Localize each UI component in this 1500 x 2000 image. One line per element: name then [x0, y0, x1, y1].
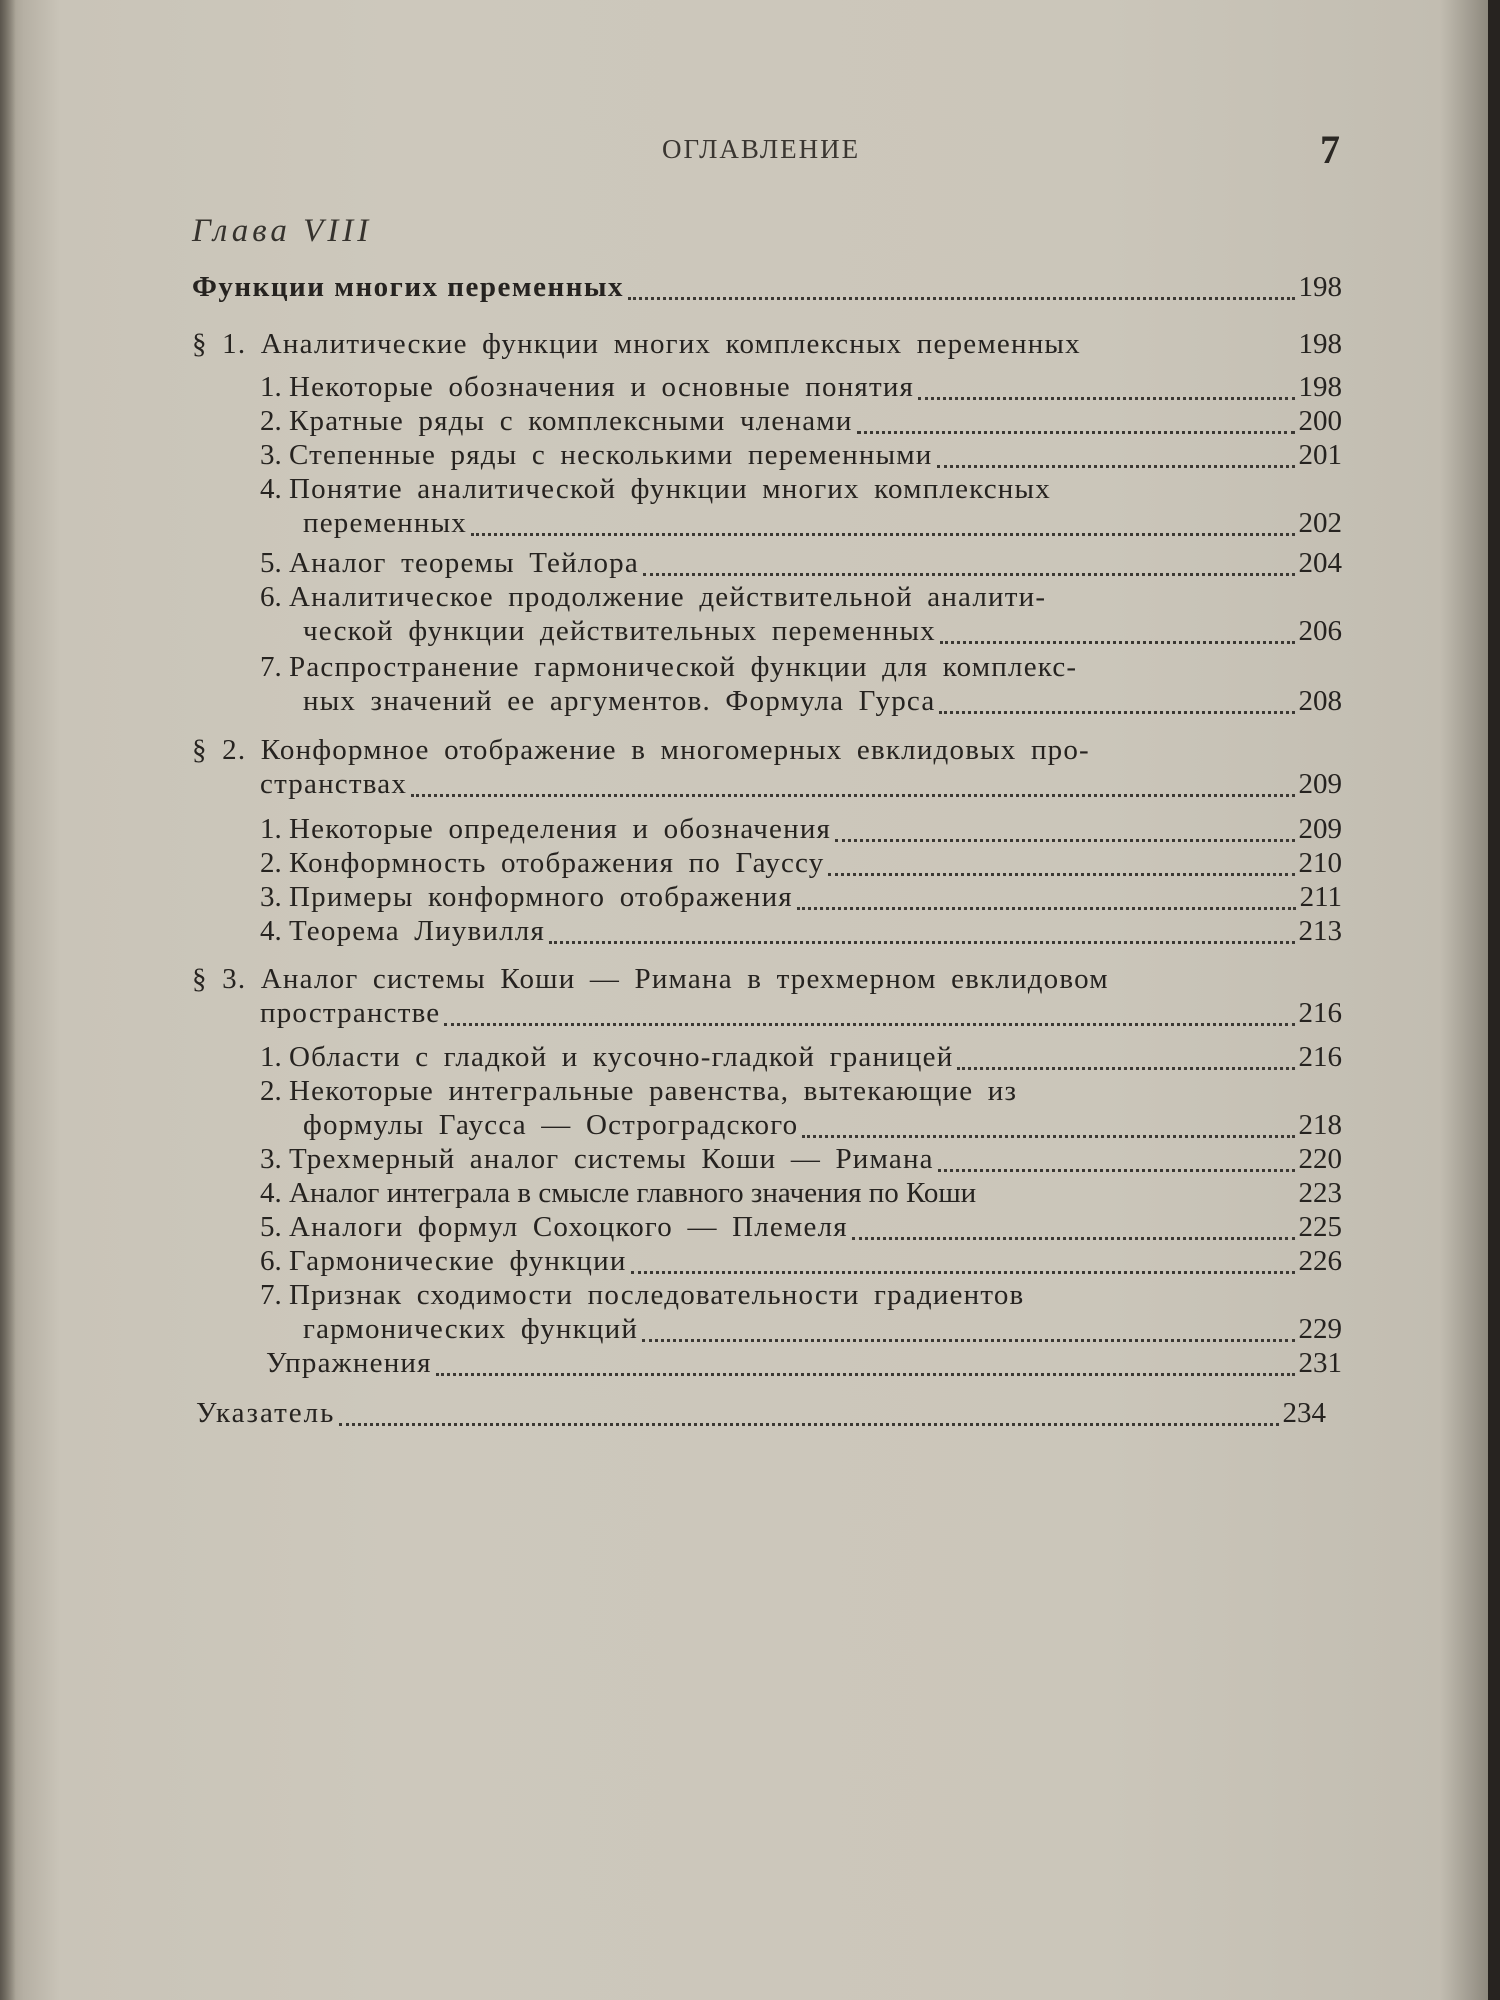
leader-dots	[852, 1227, 1295, 1240]
leader-dots	[642, 1329, 1294, 1342]
item-number: 1.	[260, 1041, 282, 1073]
toc-section-2-cont	[260, 767, 1342, 801]
toc-item	[260, 650, 1270, 684]
leader-dots	[939, 701, 1294, 714]
page-ref: 229	[1298, 1313, 1342, 1345]
leader-dots	[643, 563, 1295, 576]
item-title-line1: Аналитическое продолжение действительной аналити-	[289, 581, 1047, 613]
page-ref: 201	[1298, 439, 1342, 471]
page-ref: 204	[1298, 547, 1342, 579]
item-number: 7.	[260, 1279, 282, 1311]
item-title-line2: ческой функции действительных переменных	[303, 615, 936, 647]
page-ref: 218	[1298, 1109, 1342, 1141]
item-title-line1: Признак сходимости последовательности градиентов	[289, 1279, 1025, 1311]
page-ref: 226	[1298, 1245, 1342, 1277]
leader-dots	[628, 287, 1294, 300]
section-number: § 2.	[192, 734, 247, 766]
section-title: Аналитические функции многих комплексных переменных	[260, 328, 1081, 360]
toc-item	[260, 580, 1270, 614]
item-title: Примеры конформного отображения	[289, 881, 793, 913]
page-ref: 216	[1298, 997, 1342, 1029]
toc-section-1	[192, 327, 1342, 361]
item-title: Степенные ряды с несколькими переменными	[289, 439, 933, 471]
toc-chapter-title	[192, 270, 1342, 304]
item-title: Аналог теоремы Тейлора	[289, 547, 639, 579]
item-number: 1.	[260, 371, 282, 403]
item-title: Аналог интеграла в смысле главного значения по Коши	[289, 1177, 977, 1209]
toc-item	[260, 438, 1342, 472]
toc-item	[260, 812, 1342, 846]
item-number: 3.	[260, 439, 282, 471]
toc-item-cont	[303, 1312, 1342, 1346]
toc-item	[260, 846, 1342, 880]
toc-item-cont	[303, 684, 1342, 718]
item-number: 3.	[260, 1143, 282, 1175]
page-ref: 225	[1298, 1211, 1342, 1243]
toc-item	[260, 1142, 1342, 1176]
item-title: Конформность отображения по Гауссу	[289, 847, 825, 879]
running-head-title: ОГЛАВЛЕНИЕ	[662, 134, 861, 164]
toc-item	[260, 1074, 1260, 1108]
toc-exercises	[266, 1346, 1342, 1380]
item-number: 5.	[260, 547, 282, 579]
chapter-title: Функции многих переменных	[192, 271, 625, 303]
item-title-line1: Понятие аналитической функции многих комплексных	[289, 473, 1051, 505]
item-title: Аналоги формул Сохоцкого — Племеля	[289, 1211, 848, 1243]
toc-section-3	[192, 962, 1272, 996]
item-title-line1: Некоторые интегральные равенства, вытекающие из	[289, 1075, 1018, 1107]
item-title: Гармонические функции	[289, 1245, 627, 1277]
item-number: 5.	[260, 1211, 282, 1243]
section-number: § 3.	[192, 963, 247, 995]
section-title-line2: пространстве	[260, 997, 441, 1029]
item-title-line2: гармонических функций	[303, 1313, 639, 1345]
section-title-line2: странствах	[260, 768, 408, 800]
page-ref: 209	[1298, 768, 1342, 800]
toc-index	[196, 1396, 1326, 1430]
exercises-title: Упражнения	[266, 1347, 432, 1379]
item-title-line2: формулы Гаусса — Остроградского	[303, 1109, 799, 1141]
page-ref: 202	[1298, 507, 1342, 539]
page-ref: 208	[1298, 685, 1342, 717]
leader-dots	[444, 1013, 1294, 1026]
toc-item	[260, 1040, 1342, 1074]
page-ref: 198	[1298, 371, 1342, 403]
item-number: 4.	[260, 473, 282, 505]
leader-dots	[828, 863, 1294, 876]
leader-dots	[918, 387, 1294, 400]
item-title: Некоторые определения и обозначения	[289, 813, 832, 845]
item-title: Кратные ряды с комплексными членами	[289, 405, 853, 437]
toc-item-cont	[303, 506, 1342, 540]
toc-item	[260, 546, 1342, 580]
toc-item	[260, 1210, 1342, 1244]
item-title-line2: переменных	[303, 507, 468, 539]
item-number: 4.	[260, 915, 282, 947]
page-ref: 223	[1298, 1177, 1342, 1209]
page-ref: 200	[1298, 405, 1342, 437]
item-title: Теорема Лиувилля	[289, 915, 546, 947]
item-number: 2.	[260, 1075, 282, 1107]
toc-item	[260, 1244, 1342, 1278]
toc-section-3-cont	[260, 996, 1342, 1030]
item-title: Области с гладкой и кусочно-гладкой границей	[289, 1041, 954, 1073]
toc-item	[260, 404, 1342, 438]
page-ref: 231	[1298, 1347, 1342, 1379]
item-number: 3.	[260, 881, 282, 913]
page-ref: 206	[1298, 615, 1342, 647]
toc-item	[260, 1176, 1342, 1210]
leader-dots	[631, 1261, 1295, 1274]
item-number: 2.	[260, 405, 282, 437]
toc-item	[260, 914, 1342, 948]
leader-dots	[549, 931, 1294, 944]
page-ref: 209	[1298, 813, 1342, 845]
page-ref: 234	[1282, 1397, 1326, 1429]
leader-dots	[937, 455, 1295, 468]
item-number: 2.	[260, 847, 282, 879]
leader-dots	[940, 631, 1295, 644]
toc-item	[260, 1278, 1260, 1312]
page-ref: 213	[1298, 915, 1342, 947]
leader-dots	[339, 1413, 1278, 1426]
chapter-label: Глава VIII	[192, 213, 373, 249]
section-number: § 1.	[192, 328, 247, 360]
page-ref: 198	[1298, 328, 1342, 360]
toc-item	[260, 370, 1342, 404]
page-ref: 198	[1298, 271, 1342, 303]
leader-dots	[938, 1159, 1295, 1172]
page-ref: 216	[1298, 1041, 1342, 1073]
leader-dots	[835, 829, 1294, 842]
item-title-line2: ных значений ее аргументов. Формула Гурса	[303, 685, 936, 717]
leader-dots	[857, 421, 1295, 434]
item-number: 4.	[260, 1177, 282, 1209]
page-ref: 210	[1298, 847, 1342, 879]
leader-dots	[957, 1057, 1294, 1070]
toc-section-2	[192, 733, 1272, 767]
section-title-line1: Аналог системы Коши — Римана в трехмерном евклидовом	[260, 963, 1109, 995]
item-title-line1: Распространение гармонической функции для комплекс-	[289, 651, 1078, 683]
page-ref: 211	[1299, 881, 1342, 913]
toc-item	[260, 880, 1342, 914]
item-number: 6.	[260, 581, 282, 613]
item-title: Трехмерный аналог системы Коши — Римана	[289, 1143, 934, 1175]
section-title-line1: Конформное отображение в многомерных евклидовых про-	[260, 734, 1090, 766]
page-number: 7	[1320, 127, 1340, 172]
page-ref: 220	[1298, 1143, 1342, 1175]
leader-dots	[436, 1363, 1295, 1376]
leader-dots	[411, 784, 1294, 797]
leader-dots	[797, 897, 1296, 910]
item-title: Некоторые обозначения и основные понятия	[289, 371, 915, 403]
item-number: 6.	[260, 1245, 282, 1277]
toc-item-cont	[303, 1108, 1342, 1142]
toc-item	[260, 472, 1270, 506]
index-title: Указатель	[196, 1397, 336, 1429]
leader-dots	[471, 523, 1294, 536]
toc-item-cont	[303, 614, 1342, 648]
item-number: 7.	[260, 651, 282, 683]
item-number: 1.	[260, 813, 282, 845]
leader-dots	[802, 1125, 1294, 1138]
